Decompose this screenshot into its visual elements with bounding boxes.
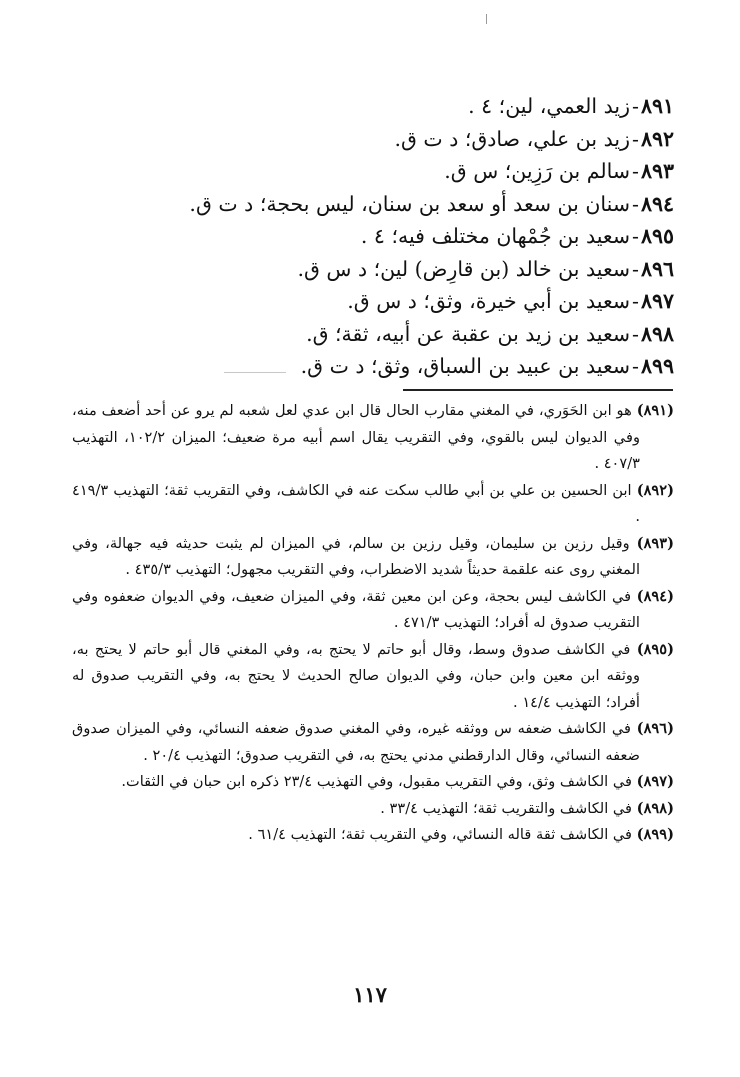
narrator-entry bbox=[74, 155, 674, 188]
narrator-entry bbox=[74, 123, 674, 156]
footnote-number: (٨٩٥) bbox=[636, 640, 675, 658]
narrator-entry bbox=[74, 350, 674, 383]
entry-dash: - bbox=[632, 289, 639, 313]
footnote-number: (٨٩٩) bbox=[636, 826, 674, 843]
page-number: ١١٧ bbox=[353, 982, 387, 1007]
narrator-entry bbox=[74, 318, 674, 351]
faint-pencil-line bbox=[224, 372, 286, 373]
footnote bbox=[72, 822, 674, 849]
entry-number: ٨٩٤ bbox=[640, 191, 674, 216]
footnote-text: في الكاشف ضعفه س ووثقه غيره، وفي المغني صدوق ضعفه النسائي، وفي الميزان صدوق ضعفه النسائي، وقال الدارقطني مدني يحتج به، في التقريب صدوق؛ التهذيب ٢٠/٤ . bbox=[72, 720, 640, 764]
footnote-text: في الكاشف ليس بحجة، وعن ابن معين ثقة، وفي الميزان ضعيف، وفي الديوان ضعفوه وفي التقريب صدوق له أفراد؛ التهذيب ٤٧١/٣ . bbox=[72, 587, 640, 631]
footnote bbox=[72, 398, 674, 478]
entry-text: سعيد بن أبي خيرة، وثق؛ د س ق. bbox=[347, 289, 631, 313]
entry-dash: - bbox=[632, 191, 639, 216]
entry-number: ٨٩٥ bbox=[640, 224, 674, 248]
entry-dash: - bbox=[632, 354, 639, 378]
entry-dash: - bbox=[632, 126, 639, 151]
entry-dash: - bbox=[632, 256, 639, 281]
footnote-number: (٨٩٨) bbox=[636, 799, 674, 817]
footnote-number: (٨٩٧) bbox=[636, 773, 674, 790]
entry-number: ٨٩٦ bbox=[640, 256, 674, 281]
footnote-separator bbox=[403, 389, 673, 391]
footnote-text: هو ابن الحَوَري، في المغني مقارب الحال قال ابن عدي لعل شعبه لم يرو عن أحد أضعف منه، وفي الديوان ليس بالقوي، وفي التقريب يقال اسم أبيه مرة ضعيف؛ الميزان ١٠٢/٢، التهذيب ٤٠٧/٣ . bbox=[72, 402, 640, 472]
footnote-text: في الكاشف والتقريب ثقة؛ التهذيب ٣٣/٤ . bbox=[380, 799, 633, 817]
footnote bbox=[72, 716, 674, 769]
footnote bbox=[72, 584, 674, 637]
footnote bbox=[72, 796, 674, 823]
entry-number: ٨٩٢ bbox=[640, 126, 674, 151]
entry-number: ٨٩١ bbox=[640, 94, 674, 118]
footnote-number: (٨٩٦) bbox=[636, 720, 674, 737]
footnote-text: في الكاشف صدوق وسط، وقال أبو حاتم لا يحتج به، وفي المغني قال أبو حاتم لا يحتج به، ووثقه ابن معين وابن حبان، وفي الديوان صالح الحديث لا يحتج به، وفي التقريب صدوق له أفراد؛ التهذيب ١٤/٤ . bbox=[72, 640, 640, 711]
footnote-number: (٨٩٢) bbox=[636, 481, 675, 499]
footnote bbox=[72, 637, 674, 717]
footnote bbox=[72, 531, 674, 584]
footnote-number: (٨٩١) bbox=[636, 402, 675, 419]
footnote-number: (٨٩٤) bbox=[636, 587, 674, 605]
footnote-text: في الكاشف وثق، وفي التقريب مقبول، وفي التهذيب ٢٣/٤ ذكره ابن حبان في الثقات. bbox=[121, 773, 633, 790]
entry-text: زيد العمي، لين؛ ٤ . bbox=[468, 94, 631, 118]
entry-number: ٨٩٣ bbox=[640, 159, 674, 183]
entry-text: سالم بن رَزِين؛ س ق. bbox=[444, 159, 631, 183]
narrator-entry bbox=[74, 253, 674, 286]
entry-text: سعيد بن زيد بن عقبة عن أبيه، ثقة؛ ق. bbox=[306, 321, 631, 346]
narrator-entry bbox=[74, 220, 674, 253]
narrator-entry bbox=[74, 90, 674, 123]
entry-number: ٨٩٩ bbox=[640, 354, 674, 378]
entry-dash: - bbox=[632, 224, 639, 248]
entry-dash: - bbox=[632, 321, 639, 346]
entry-number: ٨٩٧ bbox=[640, 289, 674, 313]
entry-text: سعيد بن عبيد بن السباق، وثق؛ د ت ق. bbox=[300, 354, 631, 378]
narrator-list bbox=[74, 90, 674, 383]
entry-dash: - bbox=[632, 159, 639, 183]
footnote-text: في الكاشف ثقة قاله النسائي، وفي التقريب ثقة؛ التهذيب ٦١/٤ . bbox=[248, 826, 633, 843]
footnote-text: ابن الحسين بن علي بن أبي طالب سكت عنه في الكاشف، وفي التقريب ثقة؛ التهذيب ٤١٩/٣ . bbox=[72, 481, 640, 525]
entry-text: سعيد بن خالد (بن قارِض) لين؛ د س ق. bbox=[297, 256, 631, 281]
entry-dash: - bbox=[632, 94, 639, 118]
narrator-entry bbox=[74, 188, 674, 221]
entry-number: ٨٩٨ bbox=[640, 321, 674, 346]
footnote-text: وقيل رزين بن سليمان، وقيل رزين بن سالم، في الميزان لم يثبت حديثه فيه جهالة، وفي المغني روى عنه علقمة حديثاً شديد الاضطراب، وفي التقريب مجهول؛ التهذيب ٤٣٥/٣ . bbox=[72, 534, 640, 578]
footnote-number: (٨٩٣) bbox=[636, 534, 674, 552]
narrator-entry bbox=[74, 285, 674, 318]
footnotes bbox=[72, 398, 674, 849]
entry-text: سنان بن سعد أو سعد بن سنان، ليس بحجة؛ د ت ق. bbox=[189, 191, 631, 216]
footnote bbox=[72, 478, 674, 531]
entry-text: زيد بن علي، صادق؛ د ت ق. bbox=[394, 126, 631, 151]
entry-text: سعيد بن جُمْهان مختلف فيه؛ ٤ . bbox=[360, 224, 631, 248]
scan-mark bbox=[486, 14, 487, 24]
footnote bbox=[72, 769, 674, 796]
